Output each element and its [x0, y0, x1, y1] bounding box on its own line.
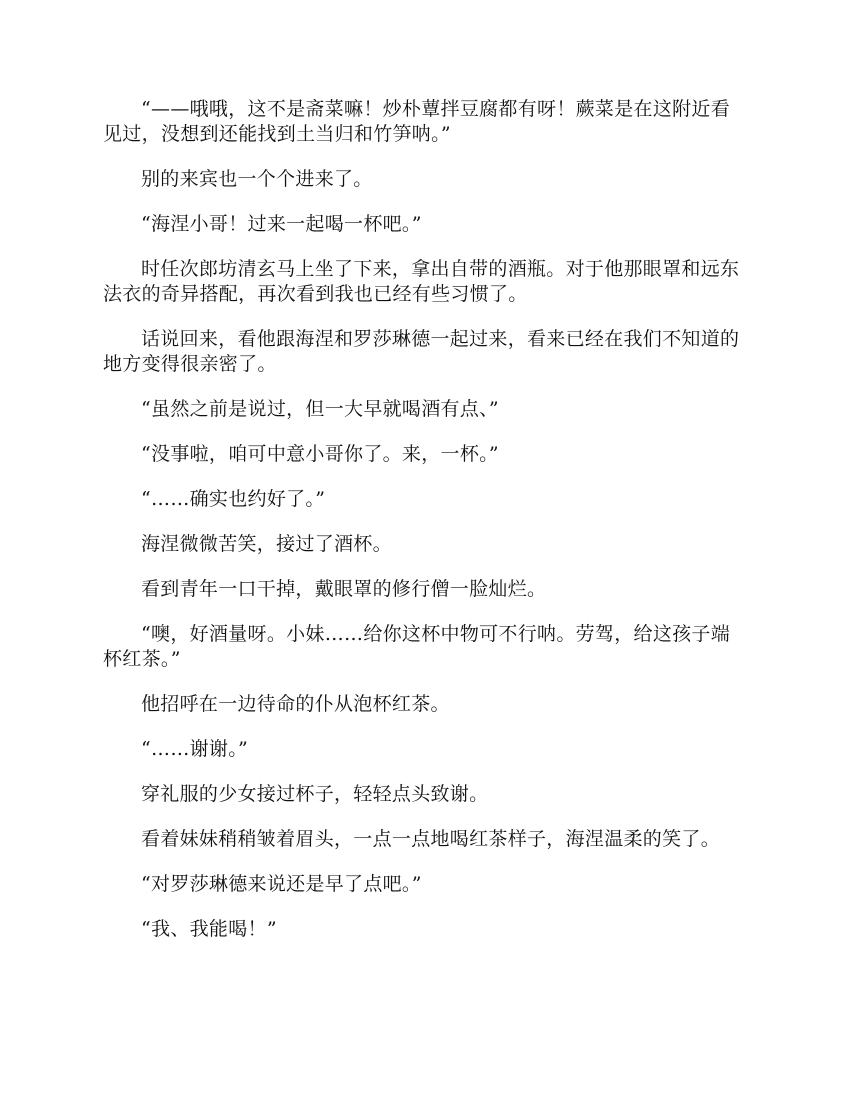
paragraph: “对罗莎琳德来说还是早了点吧。”	[141, 873, 422, 895]
paragraph: “……确实也约好了。”	[141, 488, 326, 510]
paragraph: 看到青年一口干掉，戴眼罩的修行僧一脸灿烂。	[141, 578, 547, 600]
paragraph: “海涅小哥！过来一起喝一杯吧。”	[141, 213, 422, 235]
paragraph: 时任次郎坊清玄马上坐了下来，拿出自带的酒瓶。对于他那眼罩和远东法衣的奇异搭配，再次看到我也已经有些习惯了。	[103, 258, 740, 305]
paragraph: 海涅微微苦笑，接过了酒杯。	[141, 533, 392, 555]
body-text	[103, 97, 748, 962]
paragraph: 看着妹妹稍稍皱着眉头，一点一点地喝红茶样子，海涅温柔的笑了。	[141, 828, 721, 850]
paragraph: “……谢谢。”	[141, 738, 249, 760]
paragraph: “我、我能喝！”	[141, 918, 277, 940]
paragraph: 别的来宾也一个个进来了。	[141, 168, 373, 190]
paragraph: 穿礼服的少女接过杯子，轻轻点头致谢。	[141, 783, 489, 805]
paragraph: “——哦哦，这不是斋菜嘛！炒朴蕈拌豆腐都有呀！蕨菜是在这附近看见过，没想到还能找到土当归和竹笋呐。”	[103, 98, 731, 145]
paragraph: 他招呼在一边待命的仆从泡杯红茶。	[141, 693, 450, 715]
paragraph: 话说回来，看他跟海涅和罗莎琳德一起过来，看来已经在我们不知道的地方变得很亲密了。	[103, 328, 740, 375]
paragraph: “噢，好酒量呀。小妹……给你这杯中物可不行呐。劳驾，给这孩子端杯红茶。”	[103, 623, 731, 670]
paragraph: “虽然之前是说过，但一大早就喝酒有点、”	[141, 398, 499, 420]
paragraph: “没事啦，咱可中意小哥你了。来，一杯。”	[141, 443, 499, 465]
